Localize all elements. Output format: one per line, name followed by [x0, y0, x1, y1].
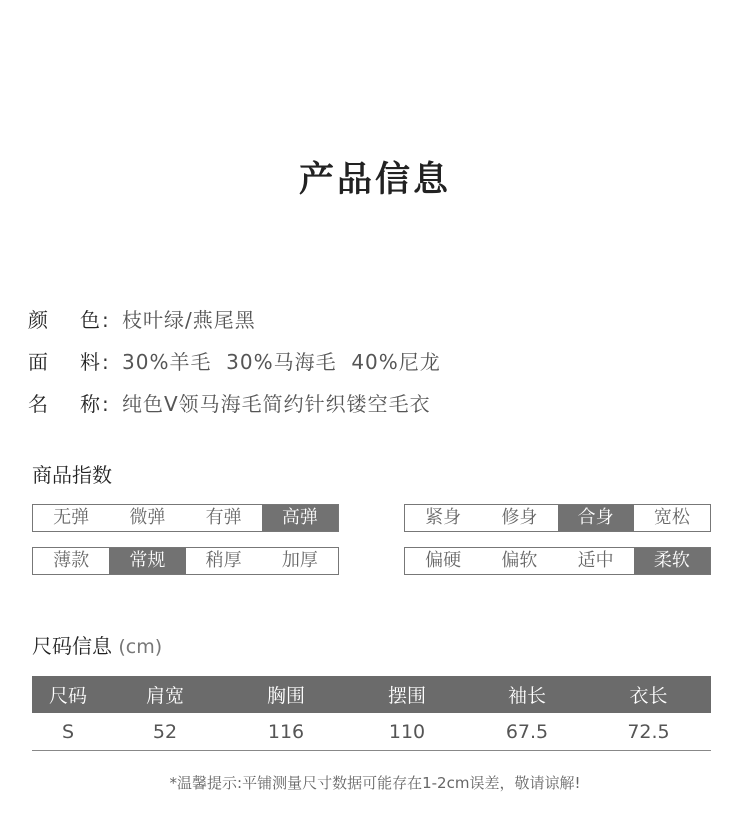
size-header-cell: 袖长: [507, 685, 546, 707]
info-material-label-2: 料: [80, 350, 100, 374]
size-table-header: [32, 676, 711, 713]
indices-title: 商品指数: [32, 463, 112, 487]
info-color-row: [28, 305, 256, 335]
thickness-scale: [32, 547, 339, 575]
fit-scale: [404, 504, 711, 532]
info-color-label-1: 颜: [28, 308, 48, 332]
size-table: [32, 676, 711, 751]
fit-option: 修身: [501, 507, 538, 528]
softness-scale: [404, 547, 711, 575]
size-header-cell: 肩宽: [145, 685, 184, 707]
info-name-value: 纯色V领马海毛简约针织镂空毛衣: [122, 392, 431, 416]
softness-option: 偏硬: [425, 550, 462, 571]
info-color-colon: :: [102, 308, 109, 332]
info-color-label-2: 色: [80, 308, 100, 332]
page-title: 产品信息: [298, 160, 451, 200]
info-material-value: 30%羊毛 30%马海毛 40%尼龙: [122, 350, 441, 374]
fit-option: 宽松: [653, 507, 690, 528]
softness-option: 适中: [577, 550, 614, 571]
info-name-colon: :: [102, 392, 109, 416]
size-cell: 52: [152, 720, 178, 743]
softness-option: 偏软: [501, 550, 538, 571]
size-cell: 116: [267, 720, 305, 743]
info-material-colon: :: [102, 350, 109, 374]
elasticity-option: 微弹: [129, 507, 166, 528]
info-name-row: [28, 389, 431, 419]
measurement-note: *温馨提示:平铺测量尺寸数据可能存在1-2cm误差，敬请谅解!: [169, 774, 581, 792]
info-material-row: [28, 347, 441, 377]
size-cell: 72.5: [627, 720, 670, 743]
size-header-cell: 尺码: [48, 685, 87, 707]
info-color-value: 枝叶绿/燕尾黑: [122, 308, 256, 332]
thickness-option: 常规: [109, 548, 185, 574]
elasticity-option: 高弹: [262, 505, 338, 531]
size-header-cell: 摆围: [387, 685, 426, 707]
info-material-label-1: 面: [28, 350, 48, 374]
size-header-cell: 衣长: [629, 685, 668, 707]
info-name-label-2: 称: [80, 392, 100, 416]
fit-option: 紧身: [425, 507, 462, 528]
elasticity-scale: [32, 504, 339, 532]
size-info-title-text: 尺码信息: [32, 634, 112, 658]
thickness-option: 薄款: [53, 550, 90, 571]
size-cell: 110: [388, 720, 426, 743]
softness-option: 柔软: [634, 548, 710, 574]
table-row: [32, 713, 711, 751]
size-info-title: [32, 630, 162, 659]
size-cell: 67.5: [505, 720, 549, 743]
elasticity-option: 有弹: [205, 507, 242, 528]
thickness-option: 稍厚: [205, 550, 242, 571]
thickness-option: 加厚: [281, 550, 318, 571]
elasticity-option: 无弹: [53, 507, 90, 528]
fit-option: 合身: [558, 505, 634, 531]
size-info-unit: (cm): [118, 636, 163, 658]
size-header-cell: 胸围: [266, 685, 305, 707]
size-cell: S: [61, 720, 75, 743]
info-name-label-1: 名: [28, 392, 48, 416]
